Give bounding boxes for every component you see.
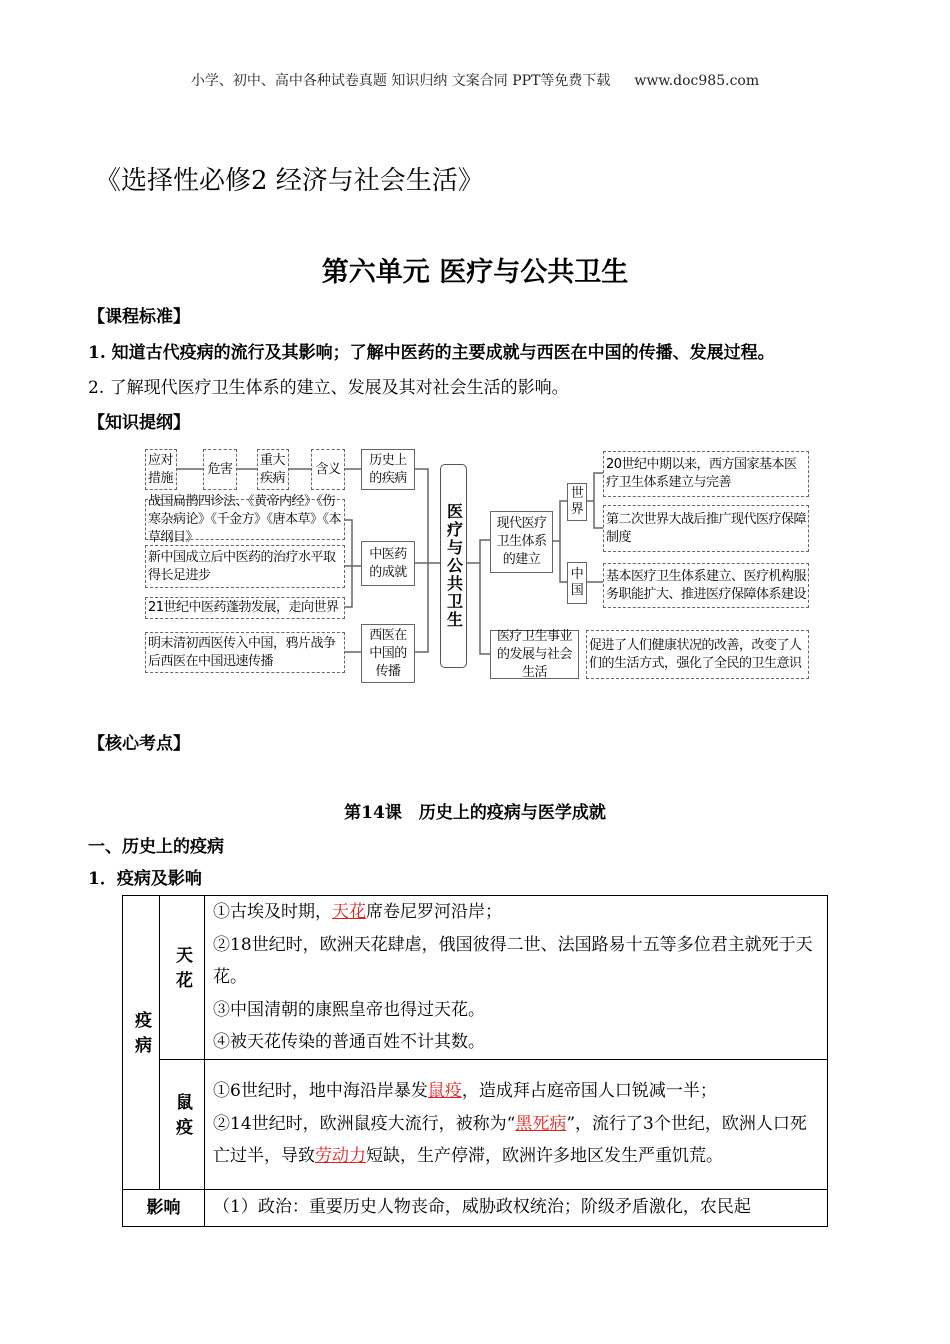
smallpox-content: ①古埃及时期，天花席卷尼罗河沿岸； ②18世纪时，欧洲天花肆虐，俄国彼得二世、法国路易十五等多位君主就死于天花。 ③中国清朝的康熙皇帝也得过天花。 ④被天花传染的普通百姓不计其数。 <box>205 896 828 1060</box>
outline-heading: 【知识提纲】 <box>88 413 190 433</box>
unit-title: 第六单元 医疗与公共卫生 <box>321 257 629 288</box>
book-title: 《选择性必修2 经济与社会生活》 <box>95 166 484 196</box>
chain-box: 应对措施 <box>145 449 177 490</box>
plague-label: 鼠疫 <box>160 1059 205 1189</box>
tcm-item: 新中国成立后中医药的治疗水平取得长足进步 <box>145 545 345 588</box>
impact-label: 影响 <box>123 1189 205 1226</box>
chain-box: 重大疾病 <box>257 449 289 490</box>
lesson-title: 第14课 历史上的疫病与医学成就 <box>344 803 606 823</box>
china-item: 基本医疗卫生体系建立、医疗机构服务职能扩大、推进医疗保障体系建设 <box>603 563 809 608</box>
tcm-box: 中医药的成就 <box>361 541 415 586</box>
smallpox-label: 天花 <box>160 896 205 1060</box>
history-disease-box: 历史上的疾病 <box>361 449 415 490</box>
chain-box: 危害 <box>203 449 237 490</box>
group-cell: 疫病 <box>123 896 160 1190</box>
social-item: 促进了人们健康状况的改善，改变了人们的生活方式，强化了全民的卫生意识 <box>586 630 809 679</box>
chain-box: 含义 <box>311 449 345 490</box>
western-item: 明末清初西医传入中国，鸦片战争后西医在中国迅速传播 <box>145 632 345 673</box>
western-box: 西医在中国的传播 <box>361 624 415 683</box>
header-link[interactable]: www.doc985.com <box>634 73 760 89</box>
core-heading: 【核心考点】 <box>88 734 190 754</box>
section-heading: 一、历史上的疫病 <box>88 837 224 857</box>
header-text: 小学、初中、高中各种试卷真题 知识归纳 文案合同 PPT等免费下载 <box>190 73 611 89</box>
world-box: 世界 <box>567 483 587 521</box>
world-item: 第二次世界大战后推广现代医疗保障制度 <box>603 505 809 552</box>
china-box: 中国 <box>567 562 587 604</box>
social-box: 医疗卫生事业的发展与社会生活 <box>490 630 579 679</box>
plague-content: ①6世纪时，地中海沿岸暴发鼠疫，造成拜占庭帝国人口锐减一半； ②14世纪时，欧洲鼠疫大流行，被称为“黑死病”，流行了3个世纪，欧洲人口死亡过半，导致劳动力短缺，生产停滞，欧洲许多地区发生严重饥荒。 <box>205 1059 828 1189</box>
tcm-item: 21世纪中医药蓬勃发展，走向世界 <box>145 597 345 619</box>
epidemic-table <box>122 895 828 1227</box>
center-topic-box: 医疗与公共卫生 <box>440 464 467 668</box>
tcm-item: 战国扁鹊四诊法、《黄帝内经》《伤寒杂病论》《千金方》《唐本草》《本草纲目》 <box>145 499 345 540</box>
subsection-heading: 1．疫病及影响 <box>88 869 202 889</box>
impact-content: （1）政治：重要历史人物丧命，威胁政权统治；阶级矛盾激化，农民起 <box>205 1189 828 1226</box>
course-standard-heading: 【课程标准】 <box>88 307 190 327</box>
world-item: 20世纪中期以来，西方国家基本医疗卫生体系建立与完善 <box>603 451 809 497</box>
standard-item: 2. 了解现代医疗卫生体系的建立、发展及其对社会生活的影响。 <box>88 378 569 398</box>
modern-system-box: 现代医疗卫生体系的建立 <box>490 511 553 573</box>
standard-item: 1. 知道古代疫病的流行及其影响；了解中医药的主要成就与西医在中国的传播、发展过程。 <box>88 343 775 363</box>
